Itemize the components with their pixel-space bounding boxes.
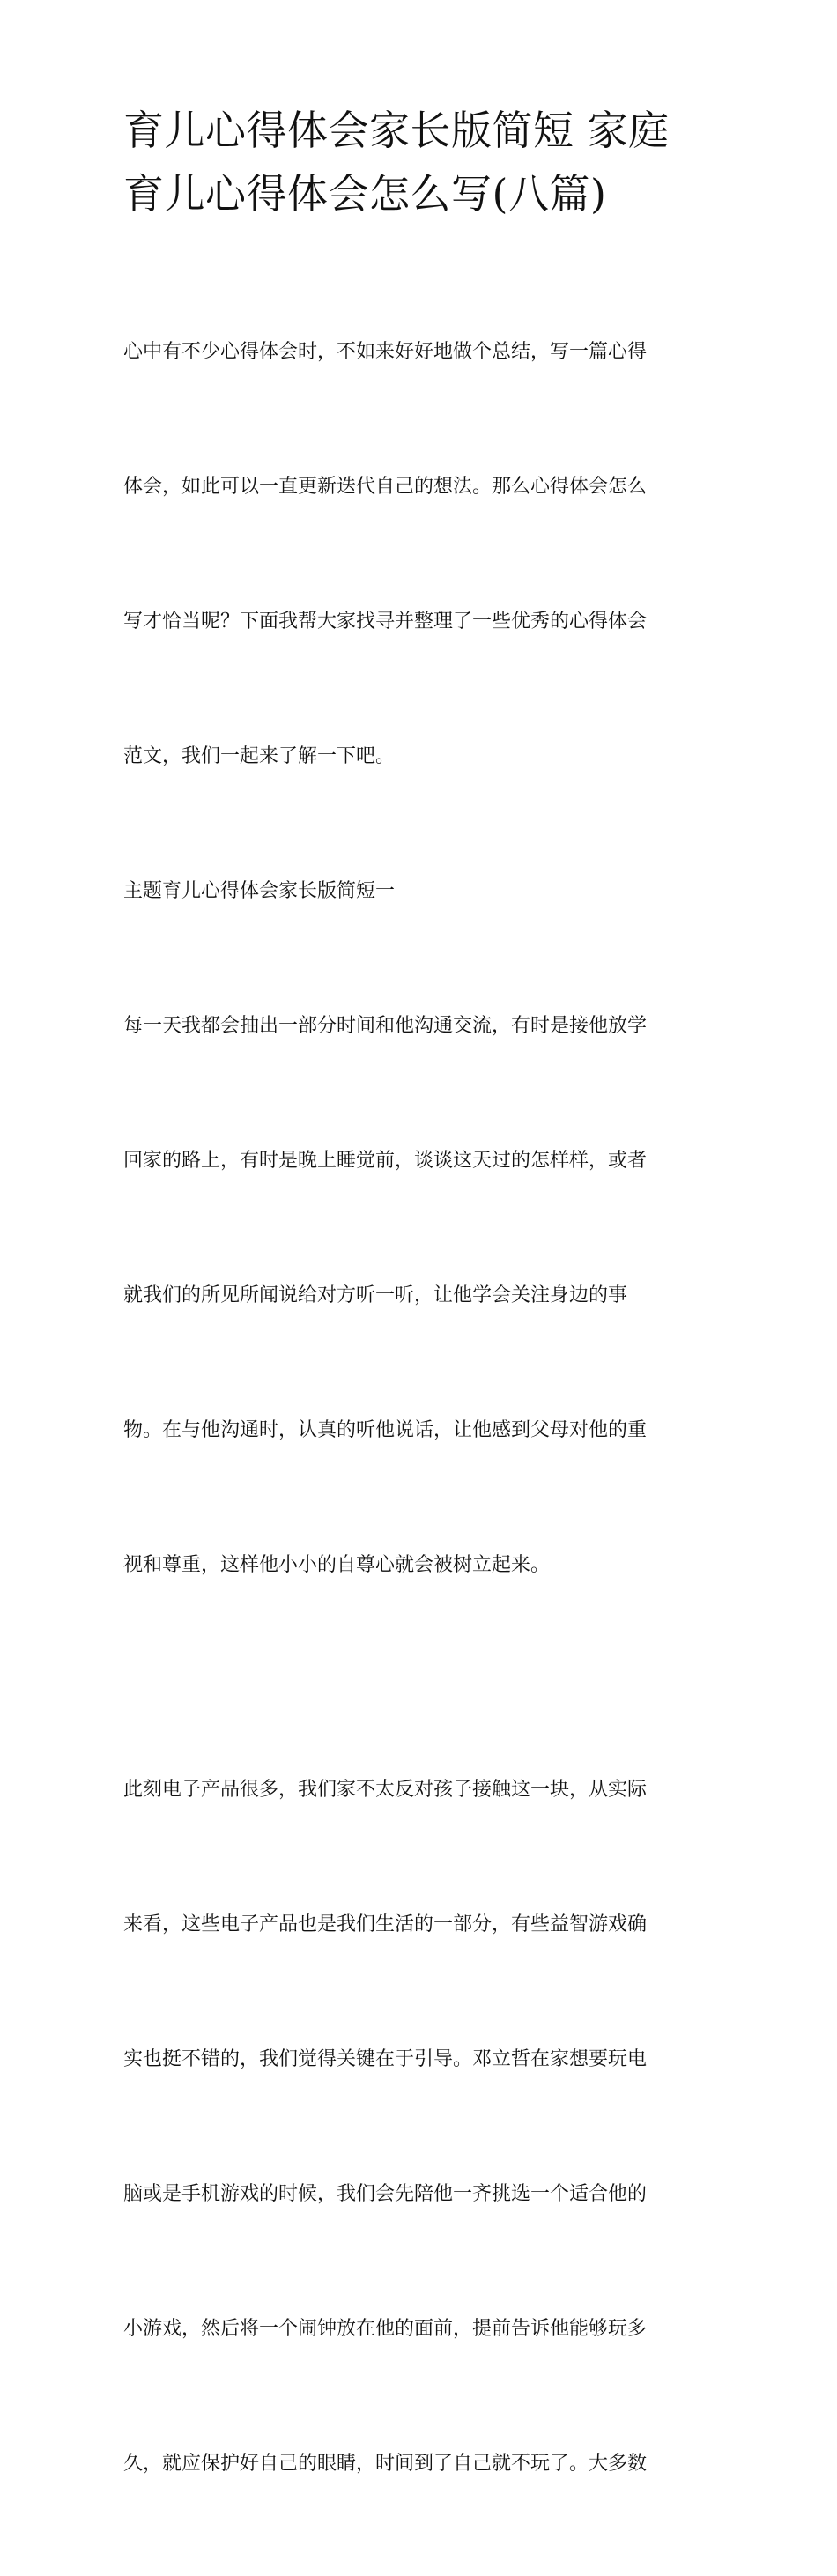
text-line: 视和尊重，这样他小小的自尊心就会被树立起来。 bbox=[123, 1554, 551, 1576]
document-title bbox=[123, 99, 722, 226]
body-paragraph-2 bbox=[123, 1677, 722, 2576]
text-line: 实也挺不错的，我们觉得关键在于引导。邓立哲在家想要玩电 bbox=[123, 2048, 648, 2070]
body-paragraph-1 bbox=[123, 914, 722, 1677]
text-line: 物。在与他沟通时，认真的听他说话，让他感到父母对他的重 bbox=[123, 1419, 648, 1441]
text-line: 来看，这些电子产品也是我们生活的一部分，有些益智游戏确 bbox=[123, 1913, 648, 1936]
text-line: 体会，如此可以一直更新迭代自己的想法。那么心得体会怎么 bbox=[123, 476, 648, 498]
text-line: 每一天我都会抽出一部分时间和他沟通交流，有时是接他放学 bbox=[123, 1015, 648, 1037]
text-line: 回家的路上，有时是晚上睡觉前，谈谈这天过的怎样样，或者 bbox=[123, 1150, 648, 1172]
text-line: 范文，我们一起来了解一下吧。 bbox=[123, 745, 396, 767]
title-line: 育儿心得体会家长版简短 家庭 bbox=[123, 107, 670, 154]
intro-paragraph bbox=[123, 240, 722, 869]
document-page bbox=[123, 99, 722, 2576]
text-line: 脑或是手机游戏的时候，我们会先陪他一齐挑选一个适合他的 bbox=[123, 2183, 648, 2205]
text-line: 此刻电子产品很多，我们家不太反对孩子接触这一块，从实际 bbox=[123, 1779, 648, 1801]
section-heading: 主题育儿心得体会家长版简短一 bbox=[123, 880, 396, 902]
text-line: 久，就应保护好自己的眼睛，时间到了自己就不玩了。大多数 bbox=[123, 2453, 648, 2475]
text-line: 写才恰当呢？下面我帮大家找寻并整理了一些优秀的心得体会 bbox=[123, 611, 648, 633]
text-line: 就我们的所见所闻说给对方听一听，让他学会关注身边的事 bbox=[123, 1284, 628, 1307]
text-line: 心中有不少心得体会时，不如来好好地做个总结，写一篇心得 bbox=[123, 341, 648, 363]
title-line: 育儿心得体会怎么写(八篇) bbox=[123, 170, 607, 218]
text-line: 小游戏，然后将一个闹钟放在他的面前，提前告诉他能够玩多 bbox=[123, 2318, 648, 2340]
